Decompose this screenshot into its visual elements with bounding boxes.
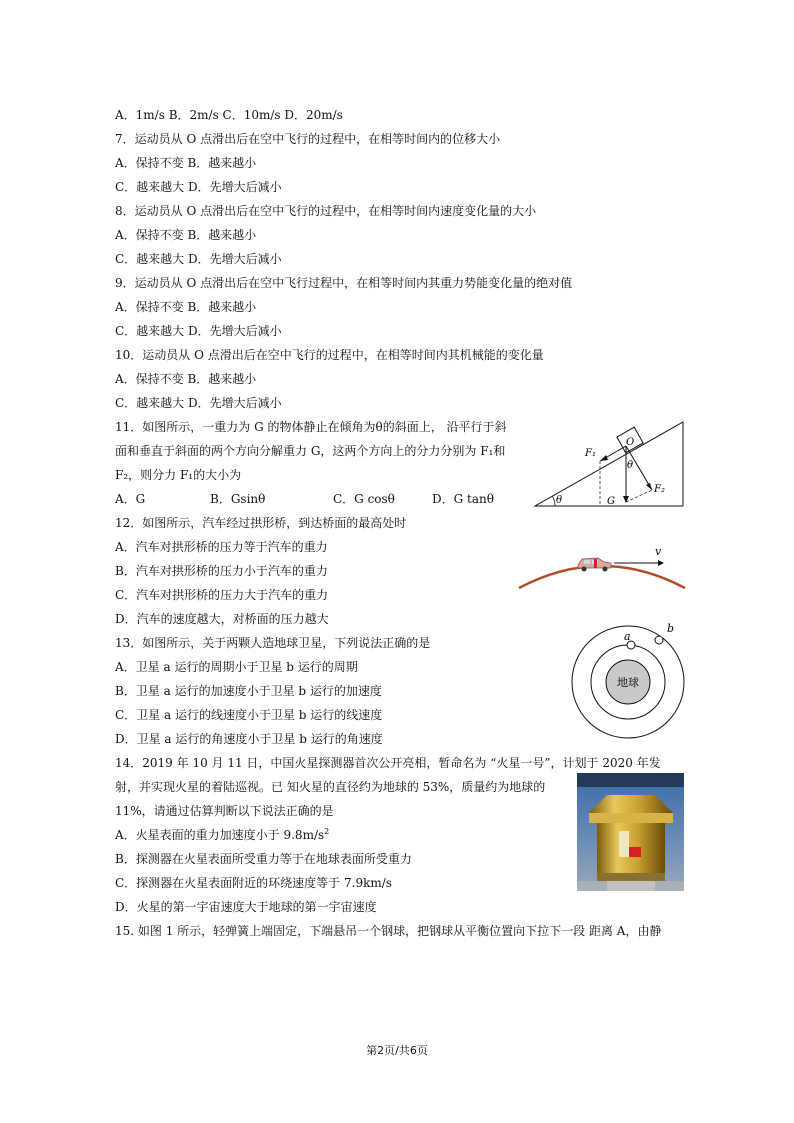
block-label-o: O — [626, 437, 635, 448]
q13-option-d: D．卫星 a 运行的角速度小于卫星 b 运行的角速度 — [115, 732, 383, 746]
q11-option-c: C．G cosθ — [333, 492, 395, 506]
q8-stem: 8．运动员从 O 点滑出后在空中飞行的过程中，在相等时间内速度变化量的大小 — [115, 204, 537, 218]
mars-probe-photo — [577, 773, 684, 891]
q7-options-ab: A．保持不变 B．越来越小 — [115, 156, 257, 170]
q12-option-d: D．汽车的速度越大，对桥面的压力越大 — [115, 612, 329, 626]
q6-options: A．1m/s B．2m/s C．10m/s D．20m/s — [115, 108, 343, 122]
f1-label: F₁ — [585, 448, 596, 459]
q10-options-cd: C．越来越大 D．先增大后减小 — [115, 396, 282, 410]
bridge-arc — [519, 566, 685, 588]
q7-stem: 7．运动员从 O 点滑出后在空中飞行的过程中，在相等时间内的位移大小 — [115, 132, 501, 146]
velocity-arrowhead — [658, 560, 664, 566]
incline-angle-arc — [552, 496, 555, 506]
q13-option-b: B．卫星 a 运行的加速度小于卫星 b 运行的加速度 — [115, 684, 382, 698]
car-icon — [578, 558, 611, 572]
f2-label: F₂ — [654, 484, 665, 495]
q10-stem: 10．运动员从 O 点滑出后在空中飞行的过程中，在相等时间内其机械能的变化量 — [115, 348, 544, 362]
q14-option-d: D．火星的第一宇宙速度大于地球的第一宇宙速度 — [115, 900, 377, 914]
q14-option-a-exponent: 2 — [324, 827, 330, 836]
q9-options-cd: C．越来越大 D．先增大后减小 — [115, 324, 282, 338]
incline-force-diagram — [530, 418, 690, 510]
satellite-b-label: b — [667, 622, 675, 635]
satellite-a-label: a — [624, 630, 631, 643]
satellite-orbit-diagram — [565, 618, 695, 742]
satellite-b — [655, 636, 663, 644]
q11-stem-3: F₂，则分力 F₁的大小为 — [115, 468, 242, 482]
q8-options-cd: C．越来越大 D．先增大后减小 — [115, 252, 282, 266]
q13-option-c: C．卫星 a 运行的线速度小于卫星 b 运行的线速度 — [115, 708, 383, 722]
q12-option-a: A．汽车对拱形桥的压力等于汽车的重力 — [115, 540, 328, 554]
q11-option-a: A．G — [115, 492, 146, 506]
q11-stem-2: 面和垂直于斜面的两个方向分解重力 G，这两个方向上的分力分别为 F₁和 — [115, 444, 506, 458]
page-footer: 第2页/共6页 — [366, 1044, 428, 1057]
gravity-label: G — [607, 496, 615, 507]
q11-stem-1: 11．如图所示，一重力为 G 的物体静止在倾角为θ的斜面上， 沿平行于斜 — [115, 420, 507, 434]
q9-stem: 9．运动员从 O 点滑出后在空中飞行过程中，在相等时间内其重力势能变化量的绝对值 — [115, 276, 573, 290]
f1-arrowhead — [600, 455, 608, 461]
q9-options-ab: A．保持不变 B．越来越小 — [115, 300, 257, 314]
f2-arrowhead — [646, 483, 652, 490]
q15-stem: 15. 如图 1 所示，轻弹簧上端固定，下端悬吊一个钢球，把钢球从平衡位置向下拉下一段 距离 A，由静 — [115, 924, 662, 938]
q14-stem-1: 14．2019 年 10 月 11 日，中国火星探测器首次公开亮相，暂命名为 “火星一号”，计划于 2020 年发 — [115, 756, 661, 770]
q14-stem-2: 射，并实现火星的着陆巡视。已 知火星的直径约为地球的 53%，质量约为地球的 — [115, 780, 546, 794]
inner-theta-label: θ — [627, 460, 634, 471]
earth-label: 地球 — [617, 676, 639, 689]
q12-stem: 12．如图所示，汽车经过拱形桥，到达桥面的最高处时 — [115, 516, 407, 530]
dashed-line-2 — [626, 490, 652, 502]
q14-stem-3: 11%，请通过估算判断以下说法正确的是 — [115, 804, 334, 818]
q12-option-b: B．汽车对拱形桥的压力小于汽车的重力 — [115, 564, 328, 578]
q14-option-c: C．探测器在火星表面附近的环绕速度等于 7.9km/s — [115, 876, 392, 890]
q10-options-ab: A．保持不变 B．越来越小 — [115, 372, 257, 386]
velocity-label: v — [655, 545, 662, 558]
q8-options-ab: A．保持不变 B．越来越小 — [115, 228, 257, 242]
incline-theta-label: θ — [556, 495, 563, 506]
q14-option-a — [115, 827, 329, 843]
q13-option-a: A．卫星 a 运行的周期小于卫星 b 运行的周期 — [115, 660, 358, 674]
q11-option-b: B．Gsinθ — [210, 492, 266, 506]
q14-option-a-text: A．火星表面的重力加速度小于 9.8m/s — [115, 828, 325, 842]
q13-stem: 13．如图所示，关于两颗人造地球卫星，下列说法正确的是 — [115, 636, 431, 650]
q12-option-c: C．汽车对拱形桥的压力大于汽车的重力 — [115, 588, 329, 602]
q14-option-b: B．探测器在火星表面所受重力等于在地球表面所受重力 — [115, 852, 412, 866]
arch-bridge-diagram — [516, 540, 688, 592]
q11-option-d: D．G tanθ — [432, 492, 494, 506]
q7-options-cd: C．越来越大 D．先增大后减小 — [115, 180, 282, 194]
